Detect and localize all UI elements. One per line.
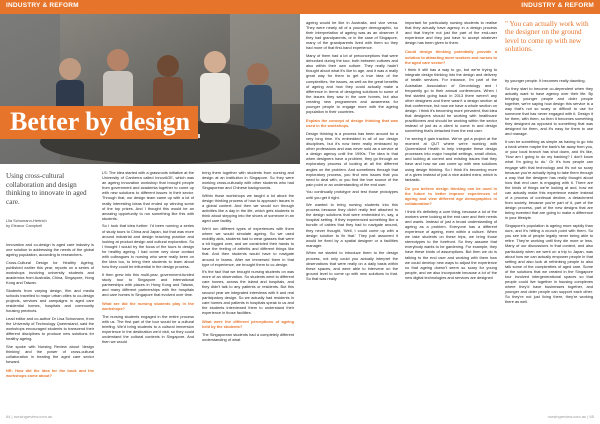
paragraph: So they start to become co-dependent when they actually want to have agency over their life. By bringing younger people and older people together, we're saying how design this service is a way that's not so scary or difficult to use for someone that has never engaged with it. Design it for them, with them, so then it becomes something they designed as opposed to something that was designed for them, and it's easy for them to use and manage. xyxy=(505,85,593,137)
byline-writer: by Eleanor Campbell xyxy=(6,223,43,228)
article-column-3 xyxy=(202,170,294,344)
paragraph: It can be something as simple as having to go into a bank where maybe the bank's far away from you, or your local branch has shut down, and it's like, 'How am I going to do my banking? I don't know what I'm going to do.' Or it's how people can engage with that technology and it's not so scary because you're actually trying to take them through a way that the designer has really thought about how that end user is engaging with it. There are the kinds of things we're looking at and, how we can actually make this experience easier instead of a process of continual decline, a detachment from society, because you're part of it, part of the design process, part of the new designs that are being invented that are going to make a difference in your lifestyle. xyxy=(505,139,593,221)
section-label: INDUSTRY & REFORM xyxy=(6,2,79,9)
article-headline: Better by design xyxy=(0,106,198,139)
interview-question: Could design thinking potentially provide a solution to attracting more workers and nurses to the aged care sector? xyxy=(405,49,497,65)
paragraph: LS: The idea started with a grassroots initiative at the University of Canberra called InnovAGE, which was an ageing innovation workshop that brought people from government and academia together to come up with new solutions to different issues in their sector. Through that, our design team came up with a lot of really interesting ideas that ended up winning some of the top prizes. And I thought this would be an amazing opportunity to run something like this with students. xyxy=(102,170,194,221)
paragraph: Many of them had a lot of preconceptions that were debunked during the tour, both between cultures and also within their own culture. They really hadn't thought about what it's like to age, and it was a really great way for them to get a true idea of the complexities, the issues, as well as the great benefits of ageing and how they could actually make a difference in terms of designing solutions to some of the issues they saw in the care homes, but also creating new programmes and awareness for younger people to engage more with the ageing population in their countries. xyxy=(306,53,398,115)
article-column-2 xyxy=(102,170,194,347)
paragraph: You continually prototype and test those prototypes until you get it right. xyxy=(306,189,398,200)
paragraph: It's the fact that we brought nursing students on was more of an observation. So students went to different care homes, across the island and hospitals, and they didn't talk to any patients or residents. But this second year we integrated interviews with it and real participatory design. So we actually had residents in care homes and patients in hospitals speak to us and the students interviewed them to understand their experience in those facilities. xyxy=(202,269,294,315)
right-page xyxy=(300,0,600,424)
byline-author: Lila Schumann-Hertrich xyxy=(6,218,47,223)
paragraph: Singapore's population is ageing more rapidly than ours, and it's hitting a crunch point with them. So you see lots of people legally never being able to retire. They're working until they die more or less. Many of our discussions in that context, and also particularly when we went on a trip to Japan, was about how we can actually empower people in that setting and also look at rethinking people to also talk some of the complexities of aged care. Some of the solutions that we created in the Singapore tour involved intergenerational spaces so that people could live together in housing complexes where they'd have businesses together, and younger and older people can support each other. So they're not just living there, they're working there as well. xyxy=(505,223,593,305)
paragraph: Lead editor and co-author Dr Lisa Schumann, from the University of Technology Queensland, said the workshops encouraged students to transcend their different disciplines to produce new solutions for healthy ageing. xyxy=(6,315,94,342)
article-byline xyxy=(6,218,91,228)
paragraph: Innovation and co-design is aged care industry is one solution to addressing the needs of the global ageing population, according to researchers. xyxy=(6,242,94,258)
interview-question: Do you believe design thinking can be used in the future to better improve experiences of ageing and view different age demographics in collaboration? xyxy=(405,185,497,207)
article-column-6 xyxy=(505,78,593,307)
meeting-photo-illustration xyxy=(0,14,300,164)
paragraph: I think it's definitely a core thing, because a lot of the workers were looking at the end user and their needs and wants. Instead of just a broad understanding of ageing as a problem. Everyone has a different experience of ageing, even within a culture. When we take students on these trips, we bring those stereotypes to the forefront. So they assume that everybody wants to be gardening. For example, they have these kinds of assumptions. But then we do is talking to the end user and working with them how we could develop new ways to adjust the experience so that ageing doesn't seem so scary for young people, and we also incorporate because a lot of the new digital technologies and services are designed xyxy=(405,208,497,280)
paragraph: by younger people. It becomes really daunting. xyxy=(505,78,586,83)
paragraph: Students from varying design, film and media schools travelled to major urban cities to co-design projects, services and campaigns in aged care residential homes, hospitals and community housing precincts. xyxy=(6,287,94,314)
paragraph: bring them together with students from nursing and design at an institution in Singapore. So they were working cross-culturally with other students who had Singaporean and Chinese backgrounds. xyxy=(202,170,294,191)
interview-question: Explain the concept of design thinking that was used in the workshops. xyxy=(306,118,398,129)
paragraph: I think it still has a way to go, but we're trying to integrate design thinking into the design and delivery of health services. For instance, I'm part of the Australian Association of Gerontology and I frequently go to their annual conferences. When I first started going back in 2013 there weren't any other designers and there wasn't a design section at that conference, but now we have a whole section on design. I think it's becoming more prevalent, that idea that designers should be working with healthcare practitioners and should be working within the sector instead of just as a client to come in and design something that's detached from the end user. xyxy=(405,67,497,134)
paragraph: important for particularly nursing students to realise that they actually have agency in a design process and that they're not just the part of the end-user experience and they just have to accept whatever design has been given to them. xyxy=(405,20,497,46)
paragraph: When we started to introduce them to the design process, not only could you actually interpret the observations that were really on a daily basis within these spaces, and were able to intervene on the ground level to come up with new solutions to that. So that was really xyxy=(306,250,398,281)
section-header-bar xyxy=(300,0,600,14)
paragraph: We'd run different types of experiences with them where we would simulate ageing. So we used mobility aids, students had to wear glasses that were a bit fogged over, and we constricted their hands to have the feeling of arthritis and different things like that. And then students would have to navigate around in teams. After we immersed them in that type of experience, we brought them to co-design. xyxy=(202,225,294,267)
article-photo xyxy=(0,14,300,164)
article-column-5 xyxy=(405,20,497,283)
paragraph: We wanted to bring nursing students into this process because they didn't really feel attached to the design solutions that were embedded in, say, a hospital setting. If they experienced something like a bundle of cables that they had to navigate around, they never thought, 'Well, I could come up with a design solution to fix that.' They just assumed it would be fixed by a spatial designer or a facilities manager. xyxy=(306,202,398,248)
paragraph: Design thinking is a process has been around for a very long time. It's embedded in all of our design disciplines, but it's now been really embraced by other professions and was never sold as a service at a design agency until the 1990s. The idea is that when designers have a problem, they go through an exploratory process of looking at all the different angles on the problem. And sometimes through that exploratory process, you find new issues that you need to deal with, or you find the true source of the pain point or an understanding of the end user. xyxy=(306,130,398,187)
paragraph: The nursing students engaged in the entire process with us. The first part of the tour would be a cultural briefing. We'd bring students to a cultural immersion experience in the destination we'd visit, so they could understand the cultural contexts in Singapore. And then we would xyxy=(102,313,194,345)
interview-question: What are did the nursing students play in the workshops? xyxy=(102,301,194,312)
interview-question: NR: How did the idea for the book and the workshops come about? xyxy=(6,368,94,379)
page-footer-left: 64 | nursingreview.com.au xyxy=(6,414,53,419)
article-column-1 xyxy=(6,242,94,381)
section-header-bar xyxy=(0,0,300,14)
paragraph: ageing would be like in Australia, and vice versa. They were nearly all of a younger demographic, so their interpretation of ageing was as an observer if they had grandparents, or in the case of Singapore, many of the grandparents lived with them so they had more of that first-hand experience. xyxy=(306,20,398,51)
article-standfirst: Using cross-cultural collaboration and design thinking to innovate in aged care. xyxy=(6,172,87,206)
paragraph: I'm seeing it gain traction. We've got a project at the moment at QUT where we're working with Queensland Health to help integrate these design processes into major hospital settings, small clinics, and looking at current and existing issues that they have and how we can come up with new solutions using design thinking. So I think it's becoming more of a given instead of just a nice added extra, which is fantastic. xyxy=(405,135,497,182)
interview-question: What were the different perceptions of ageing held by the students? xyxy=(202,319,294,330)
section-label: INDUSTRY & REFORM xyxy=(521,2,594,9)
paragraph: Within those workshops we taught a lot about the design thinking process of how to approach issues in a global context. And then we would run through activities like a day in the life, which gets students to think about stepping into the shoes of someone in an aged care facility. xyxy=(202,192,294,224)
paragraph: So I took that idea further. I'd been running a series of study tours to China and Japan, but that was more around industrial and design teaching practice and looking at product design and cultural exploration. So I thought I would try the focus of the tours to design for healthy ageing. I had come very close contact with colleagues in nursing who were really keen on the idea too, to bring their students to learn about how they could be influential in the design process. xyxy=(102,223,194,270)
page-footer-right: nursingreview.com.au | 65 xyxy=(547,414,594,419)
article-column-4 xyxy=(306,20,398,284)
paragraph: Cross-Cultural Design for Healthy Ageing, published earlier this year, reports on a series of workshops involving university students and academics from Australia, China, Singapore, Hong Kong and Taiwan. xyxy=(6,259,94,286)
paragraph: It then grew into this multi-year, government-funded study tour to Singapore and international partnerships with places in Hong Kong and Taiwan, and many different partnerships with the hospitals and care homes in Singapore that evolved over time. xyxy=(102,271,194,298)
paragraph: The Singaporean students had a completely different understanding of what xyxy=(202,331,294,342)
pull-quote: " You can actually work with the designer on the ground level to come up with new solutions. xyxy=(505,20,589,53)
paragraph: She spoke with Nursing Review about 'design thinking' and the power of cross-cultural collaboration in treating the aged care sector forward. xyxy=(6,343,94,364)
